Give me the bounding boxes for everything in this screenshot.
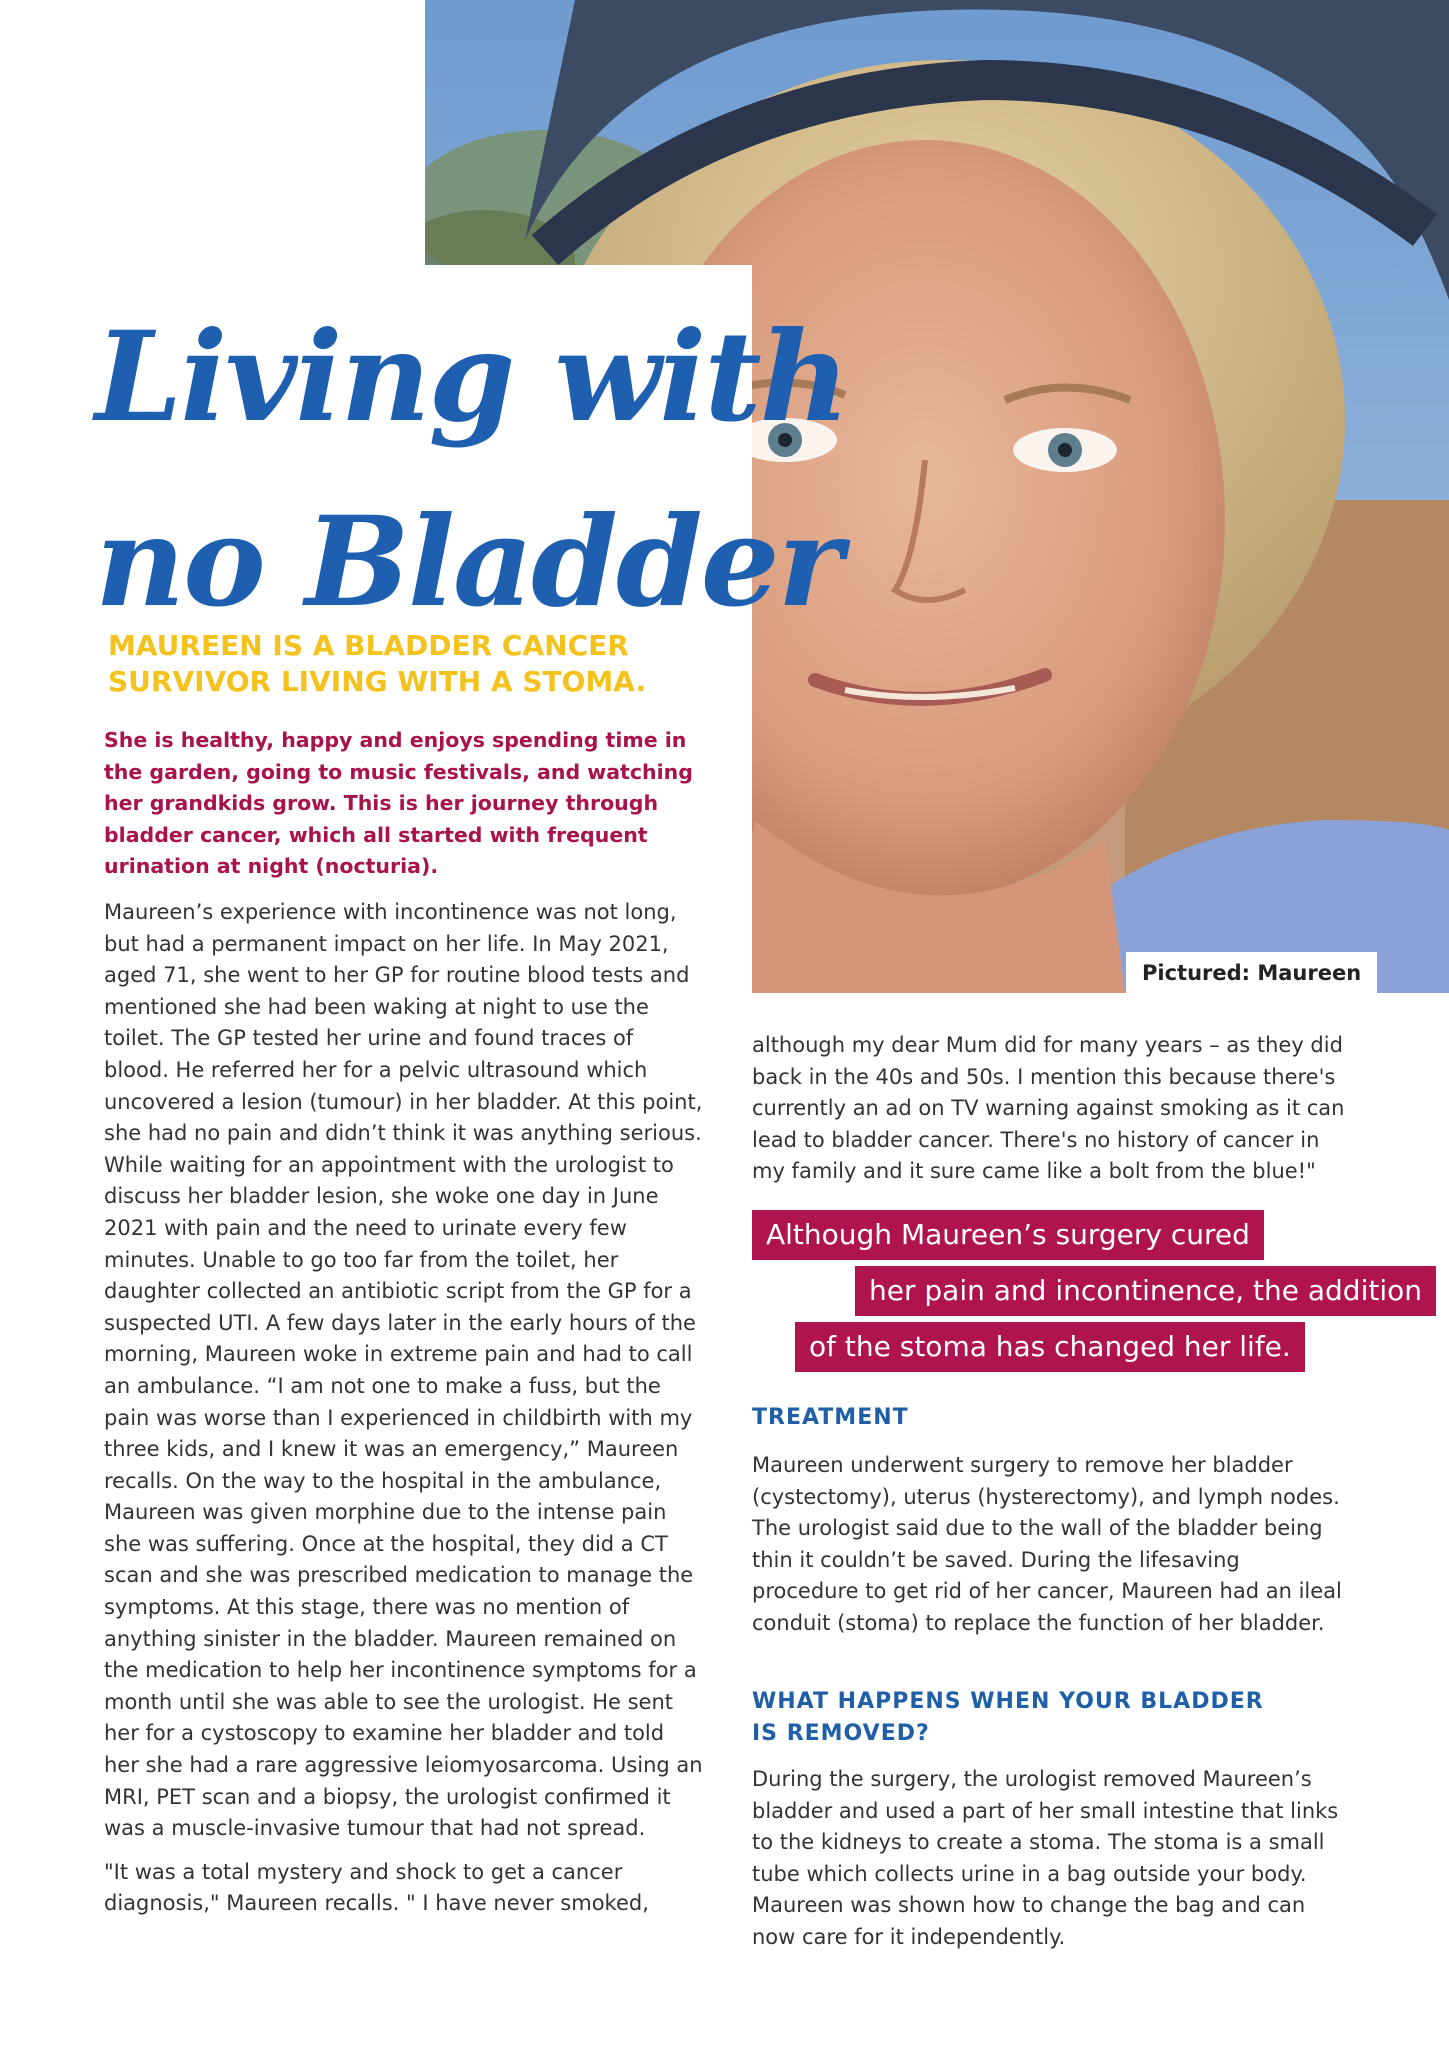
pull-quote-line: of the stoma has changed her life. [795,1322,1305,1372]
article-title-line1: Living with [95,305,848,450]
article-title-line2: no Bladder [95,490,841,635]
left-column [104,897,704,1932]
article-intro: She is healthy, happy and enjoys spending time in the garden, going to music festivals, and watching her grandkids grow. This is her journey through bladder cancer, which all started with frequent urination at night (nocturia). [104,728,693,878]
pull-quote-line: her pain and incontinence, the addition [855,1266,1436,1316]
photo-caption: Pictured: Maureen [1126,952,1377,994]
section-heading-line: IS REMOVED? [752,1721,930,1746]
pull-quote-line: Although Maureen’s surgery cured [752,1210,1264,1260]
body-paragraph: Maureen’s experience with incontinence was not long, but had a permanent impact on her life. In May 2021, aged 71, she went to her GP for routine blood tests and mentioned she had been waking at night to use the toilet. The GP tested her urine and found traces of blood. He referred her for a pelvic ultrasound which uncovered a lesion (tumour) in her bladder. At this point, she had no pain and didn’t think it was anything serious. While waiting for an appointment with the urologist to discuss her bladder lesion, she woke one day in June 2021 with pain and the need to urinate every few minutes. Unable to go too far from the toilet, her daughter collected an antibiotic script from the GP for a suspected UTI. A few days later in the early hours of the morning, Maureen woke in extreme pain and had to call an ambulance. “I am not one to make a fuss, but the pain was worse than I experienced in childbirth with my three kids, and I knew it was an emergency,” Maureen recalls. On the way to the hospital in the ambulance, Maureen was given morphine due to the intense pain she was suffering. Once at the hospital, they did a CT scan and she was prescribed medication to manage the symptoms. At this stage, there was no mention of anything sinister in the bladder. Maureen remained on the medication to help her incontinence symptoms for a month until she was able to see the urologist. He sent her for a cystoscopy to examine her bladder and told her she had a rare aggressive leiomyosarcoma. Using an MRI, PET scan and a biopsy, the urologist confirmed it was a muscle-invasive tumour that had not spread. [104,900,703,1841]
article-subheading: MAUREEN IS A BLADDER CANCER SURVIVOR LIVING WITH A STOMA. [108,629,647,698]
treatment-paragraph: Maureen underwent surgery to remove her bladder (cystectomy), uterus (hysterectomy), and lymph nodes. The urologist said due to the wall of the bladder being thin it couldn’t be saved. During the lifesaving procedure to get rid of her cancer, Maureen had an ileal conduit (stoma) to replace the function of her bladder. [752,1453,1342,1635]
section-heading-line: WHAT HAPPENS WHEN YOUR BLADDER [752,1689,1264,1714]
page-margin-top [0,0,425,265]
right-column-continuation: although my dear Mum did for many years – as they did back in the 40s and 50s. I mention this because there's currently an ad on TV warning against smoking as it can lead to bladder cancer. There's no history of cancer in my family and it sure came like a bolt from the blue!" [752,1033,1345,1184]
body-paragraph: "It was a total mystery and shock to get a cancer diagnosis," Maureen recalls. " I have never smoked, [104,1859,649,1916]
section-heading-treatment: TREATMENT [752,1405,909,1430]
section-heading-removed [752,1686,1264,1750]
removed-paragraph: During the surgery, the urologist removed Maureen’s bladder and used a part of her small intestine that links to the kidneys to create a stoma. The stoma is a small tube which collects urine in a bag outside your body. Maureen was shown how to change the bag and can now care for it independently. [752,1767,1339,1949]
